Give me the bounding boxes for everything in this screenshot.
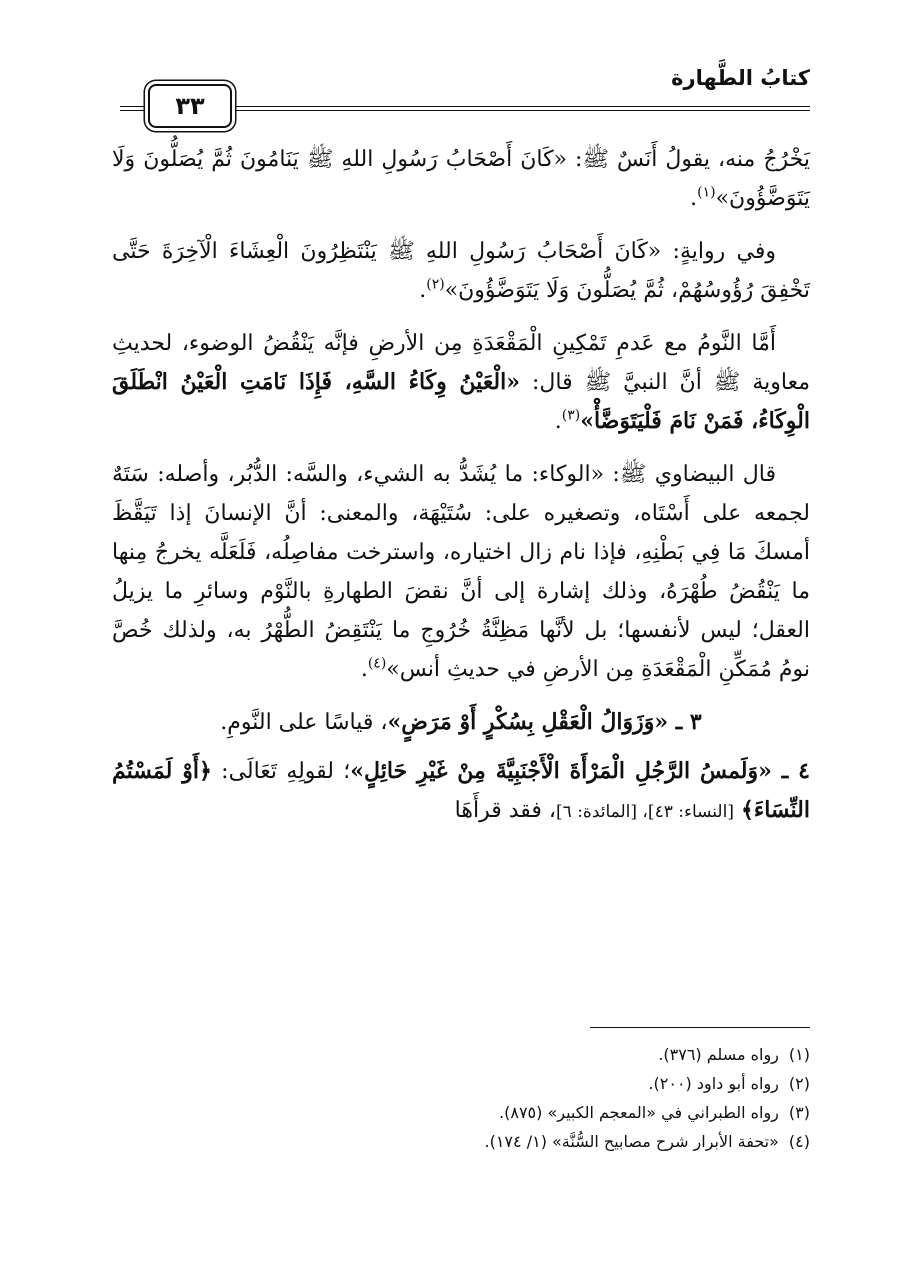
footnote-number: (٣) [788,1103,810,1122]
footnote-1 [112,1040,810,1069]
footnote-2 [112,1069,810,1098]
item-3-text: ، قياسًا على النَّومِ. [220,710,388,735]
main-text [112,140,810,846]
footnote-separator [590,1027,810,1028]
footnote-number: (٤) [788,1132,810,1151]
paragraph-3 [112,324,810,441]
hadith-quote: «الْعَيْنُ وِكَاءُ السَّهِ، فَإِذَا نَامَتِ الْعَيْنُ انْطَلَقَ الْوِكَاءُ، فَمَنْ نَامَ فَلْيَتَوَضَّأْ» [112,369,810,434]
footnote-4 [112,1127,810,1156]
paragraph-4-end: . [360,657,368,682]
paragraph-4 [112,455,810,689]
footnote-ref-4[interactable]: (٤) [367,655,387,672]
footnote-text: رواه مسلم (٣٧٦). [658,1045,779,1064]
paragraph-1-end: . [690,186,698,211]
item-4 [112,752,810,832]
footnote-ref-2[interactable]: (٢) [426,276,445,293]
paragraph-3-end: . [554,409,562,434]
verse-references: [النساء: ٤٣]، [المائدة: ٦] [556,802,734,822]
running-header-title: كتابُ الطَّهارة [671,66,810,90]
quran-verse: ﴿أَوْ لَمَسْتُمُ النِّسَاءَ﴾ [112,758,810,823]
footnote-3 [112,1098,810,1127]
page-number-frame [148,84,232,128]
footnote-ref-1[interactable]: (١) [697,184,716,201]
item-4-heading: ٤ ـ «وَلَمسُ الرَّجُلِ الْمَرْأَةَ الْأَجْنَبِيَّةَ مِنْ غَيْرِ حَائِلٍ» [350,758,810,784]
paragraph-2 [112,232,810,310]
footnote-text: «تحفة الأبرار شرح مصابيح السُّنَّة» (١/ ١٧٤). [484,1132,779,1151]
footnote-text: رواه أبو داود (٢٠٠). [648,1074,779,1093]
page-number: ٣٣ [175,92,205,120]
footnote-number: (١) [788,1045,810,1064]
item-3-heading: ٣ ـ «وَزَوَالُ الْعَقْلِ بِسُكْرٍ أَوْ مَرَضٍ» [387,709,702,735]
footnotes [112,1040,810,1156]
paragraph-1 [112,140,810,218]
footnote-text: رواه الطبراني في «المعجم الكبير» (٨٧٥). [499,1103,779,1122]
paragraph-4-text: قال البيضاوي ﷺ: «الوكاء: ما يُشَدُّ به الشيء، والسَّه: الدُّبُر، وأصله: سَتَهٌ لجمعه على أَسْتَاه، وتصغيره على: سُتَيْهَة، والمعنى: أنَّ الإنسانَ إذا تَيَقَّظَ أمسكَ مَا فِي بَطْنِهِ، فإذا نام زال اختياره، واسترخت مفاصِلُه، فَلَعَلَّه يخرجُ مِنها ما يَنْقُضُ طُهْرَهُ، وذلك إشارة إلى أنَّ نقضَ الطهارةِ بالنَّوْم وسائرِ ما يزيلُ العقل؛ ليس لأنفسها؛ بل لأنَّها مَظِنَّةُ خُرُوجِ ما يَنْتَقِضُ الطُّهْرُ به، ولذلك خُصَّ نومُ مُمَكِّنِ الْمَقْعَدَةِ مِن الأرضِ في حديثِ أنس» [112,462,810,682]
paragraph-2-text: وفي روايةٍ: «كَانَ أَصْحَابُ رَسُولِ اللهِ ﷺ يَنْتَظِرُونَ الْعِشَاءَ الْآخِرَةَ حَتَّى تَخْفِقَ رُؤُوسُهُمْ، ثُمَّ يُصَلُّونَ وَلَا يَتَوَضَّؤُونَ» [112,239,810,303]
item-3 [112,703,810,742]
footnote-ref-3[interactable]: (٣) [561,407,581,424]
footnote-number: (٢) [788,1074,810,1093]
item-4-text: ؛ لقولِهِ تَعَالَى: [211,759,351,784]
paragraph-1-text: يَخْرُجُ منه، يقولُ أَنَسٌ ﷺ: «كَانَ أَصْحَابُ رَسُولِ اللهِ ﷺ يَنَامُونَ ثُمَّ يُصَلُّونَ وَلَا يَتَوَضَّؤُونَ» [112,147,810,211]
paragraph-2-end: . [419,278,427,303]
item-4-tail: ، فقد قرأَهَا [454,798,557,823]
paragraph-3-text: أَمَّا النَّومُ مع عَدمِ تَمْكِينِ الْمَقْعَدَةِ مِن الأرضِ فإنَّه يَنْقُضُ الوضوء، لحديثِ معاوية ﷺ أنَّ النبيَّ ﷺ قال: [112,331,810,395]
